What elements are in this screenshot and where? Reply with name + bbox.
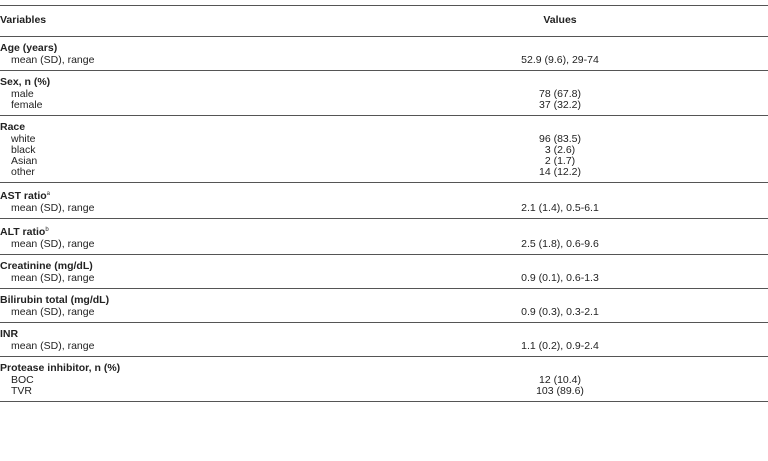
table-body bbox=[0, 37, 768, 402]
group-title-text: Sex, n (%) bbox=[0, 76, 51, 88]
row-label: mean (SD), range bbox=[11, 238, 95, 250]
table-row bbox=[0, 340, 768, 351]
row-label: BOC bbox=[11, 374, 34, 386]
table-group bbox=[0, 219, 768, 255]
row-label: mean (SD), range bbox=[11, 54, 95, 66]
group-title bbox=[0, 362, 768, 374]
table-row bbox=[0, 99, 768, 110]
row-value: 14 (12.2) bbox=[538, 166, 582, 178]
table-header bbox=[0, 5, 768, 37]
group-title-text: Bilirubin total (mg/dL) bbox=[0, 294, 110, 306]
group-title-text: Race bbox=[0, 121, 26, 133]
group-title-text: AST ratio bbox=[0, 190, 47, 202]
row-value: 3 (2.6) bbox=[544, 144, 576, 156]
row-label: mean (SD), range bbox=[11, 340, 95, 352]
footnote-marker: a bbox=[46, 191, 51, 197]
table-group bbox=[0, 71, 768, 116]
row-value: 96 (83.5) bbox=[538, 133, 582, 145]
table-row bbox=[0, 272, 768, 283]
group-title bbox=[0, 328, 768, 340]
row-value: 78 (67.8) bbox=[538, 88, 582, 100]
row-value: 37 (32.2) bbox=[538, 99, 582, 111]
row-label: TVR bbox=[11, 385, 32, 397]
table-group bbox=[0, 116, 768, 183]
row-label: Asian bbox=[11, 155, 38, 167]
group-title-text: Protease inhibitor, n (%) bbox=[0, 362, 121, 374]
group-title-text: Creatinine (mg/dL) bbox=[0, 260, 93, 272]
row-label: mean (SD), range bbox=[11, 202, 95, 214]
table-row bbox=[0, 88, 768, 99]
group-title-text: Age (years) bbox=[0, 42, 58, 54]
row-value: 103 (89.6) bbox=[536, 385, 584, 397]
variables-column-header: Variables bbox=[0, 14, 47, 26]
row-value: 2.1 (1.4), 0.5-6.1 bbox=[521, 202, 599, 214]
table-row bbox=[0, 238, 768, 249]
row-value: 2 (1.7) bbox=[544, 155, 576, 167]
table-group bbox=[0, 323, 768, 357]
table-row bbox=[0, 385, 768, 396]
row-value: 52.9 (9.6), 29-74 bbox=[521, 54, 599, 66]
row-value: 0.9 (0.1), 0.6-1.3 bbox=[521, 272, 599, 284]
table-group bbox=[0, 37, 768, 71]
row-label: female bbox=[11, 99, 43, 111]
characteristics-table bbox=[0, 5, 768, 402]
group-title bbox=[0, 76, 768, 88]
row-label: black bbox=[11, 144, 36, 156]
table-group bbox=[0, 255, 768, 289]
row-label: other bbox=[11, 166, 35, 178]
table-row bbox=[0, 144, 768, 155]
row-label: white bbox=[11, 133, 36, 145]
table-row bbox=[0, 54, 768, 65]
row-value: 12 (10.4) bbox=[538, 374, 582, 386]
group-title-text: INR bbox=[0, 328, 19, 340]
table-row bbox=[0, 374, 768, 385]
table-group bbox=[0, 289, 768, 323]
row-label: male bbox=[11, 88, 34, 100]
table-row bbox=[0, 133, 768, 144]
values-column-header: Values bbox=[543, 14, 577, 26]
table-group bbox=[0, 183, 768, 219]
group-title bbox=[0, 188, 768, 202]
table-row bbox=[0, 155, 768, 166]
table-group bbox=[0, 357, 768, 402]
row-value: 1.1 (0.2), 0.9-2.4 bbox=[521, 340, 599, 352]
footnote-marker: b bbox=[45, 227, 49, 233]
row-value: 0.9 (0.3), 0.3-2.1 bbox=[521, 306, 599, 318]
group-title bbox=[0, 42, 768, 54]
row-value: 2.5 (1.8), 0.6-9.6 bbox=[521, 238, 599, 250]
group-title bbox=[0, 121, 768, 133]
group-title bbox=[0, 224, 768, 238]
row-label: mean (SD), range bbox=[11, 306, 95, 318]
group-title bbox=[0, 260, 768, 272]
group-title-text: ALT ratio bbox=[0, 226, 46, 238]
group-title bbox=[0, 294, 768, 306]
table-row bbox=[0, 306, 768, 317]
table-row bbox=[0, 202, 768, 213]
table-row bbox=[0, 166, 768, 177]
row-label: mean (SD), range bbox=[11, 272, 95, 284]
